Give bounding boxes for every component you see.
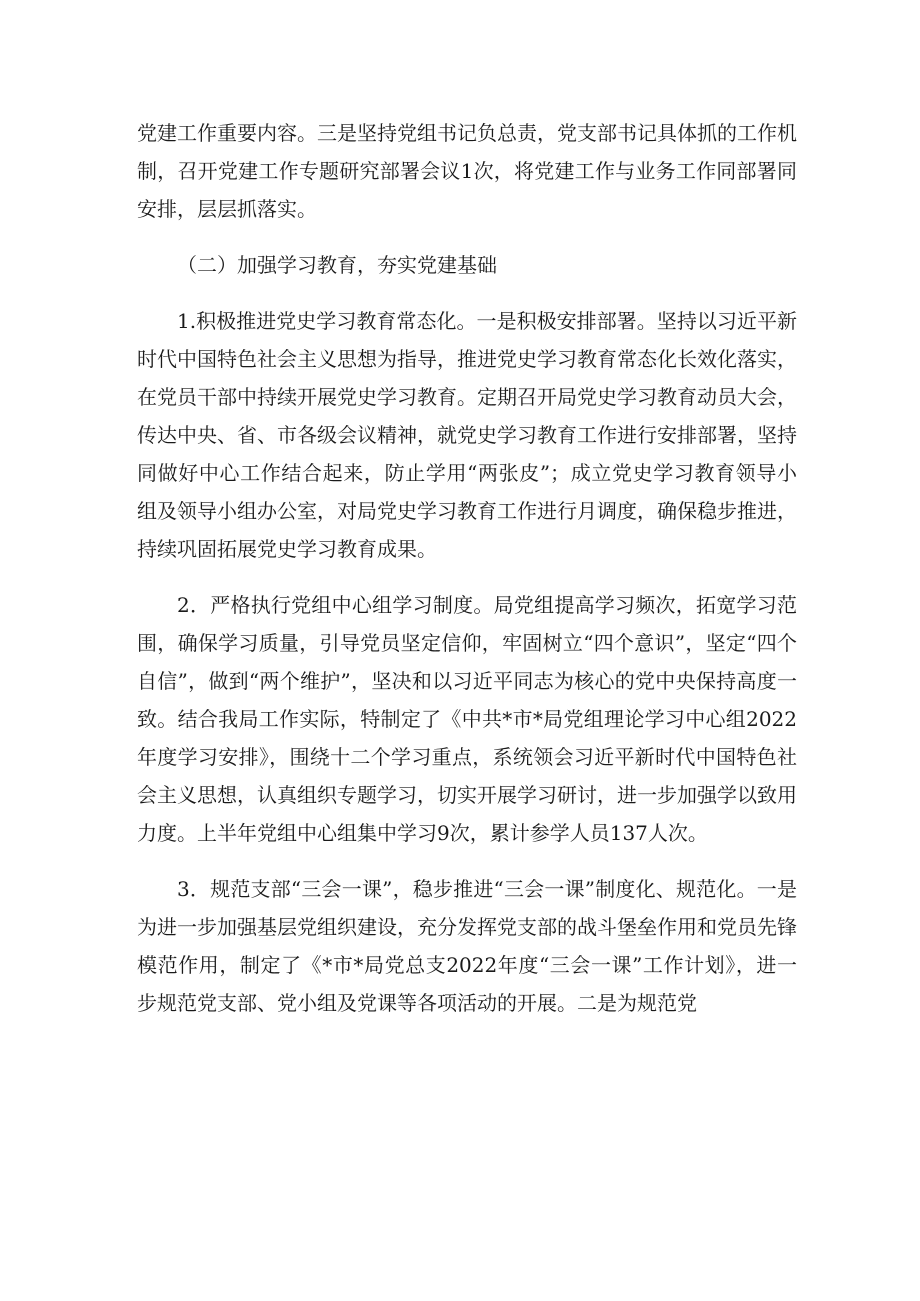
paragraph-item-3: 3．规范支部“三会一课”，稳步推进“三会一课”制度化、规范化。一是为进一步加强基层党组织建设，充分发挥党支部的战斗堡垒作用和党员先锋模范作用，制定了《*市*局党总支2022年度“三会一课”工作计划》，进一步规范党支部、党小组及党课等各项活动的开展。二是为规范党: [137, 877, 797, 1015]
paragraph-continuation: 党建工作重要内容。三是坚持党组书记负总责，党支部书记具体抓的工作机制，召开党建工作专题研究部署会议1次，将党建工作与业务工作同部署同安排，层层抓落实。: [137, 121, 797, 221]
paragraph-item-2: 2．严格执行党组中心组学习制度。局党组提高学习频次，拓宽学习范围，确保学习质量，引导党员坚定信仰，牢固树立“四个意识”，坚定“四个自信”，做到“两个维护”，坚决和以习近平同志为核心的党中央保持高度一致。结合我局工作实际，特制定了《中共*市*局党组理论学习中心组2022年度学习安排》，围绕十二个学习重点，系统领会习近平新时代中国特色社会主义思想，认真组织专题学习，切实开展学习研讨，进一步加强学以致用力度。上半年党组中心组集中学习9次，累计参学人员137人次。: [137, 593, 797, 845]
document-body: [137, 114, 797, 1022]
paragraph-item-1: 1.积极推进党史学习教育常态化。一是积极安排部署。坚持以习近平新时代中国特色社会主义思想为指导，推进党史学习教育常态化长效化落实，在党员干部中持续开展党史学习教育。定期召开局党史学习教育动员大会，传达中央、省、市各级会议精神，就党史学习教育工作进行安排部署，坚持同做好中心工作结合起来，防止学用“两张皮”；成立党史学习教育领导小组及领导小组办公室，对局党史学习教育工作进行月调度，确保稳步推进，持续巩固拓展党史学习教育成果。: [137, 309, 797, 561]
section-heading: （二）加强学习教育，夯实党建基础: [177, 253, 497, 277]
